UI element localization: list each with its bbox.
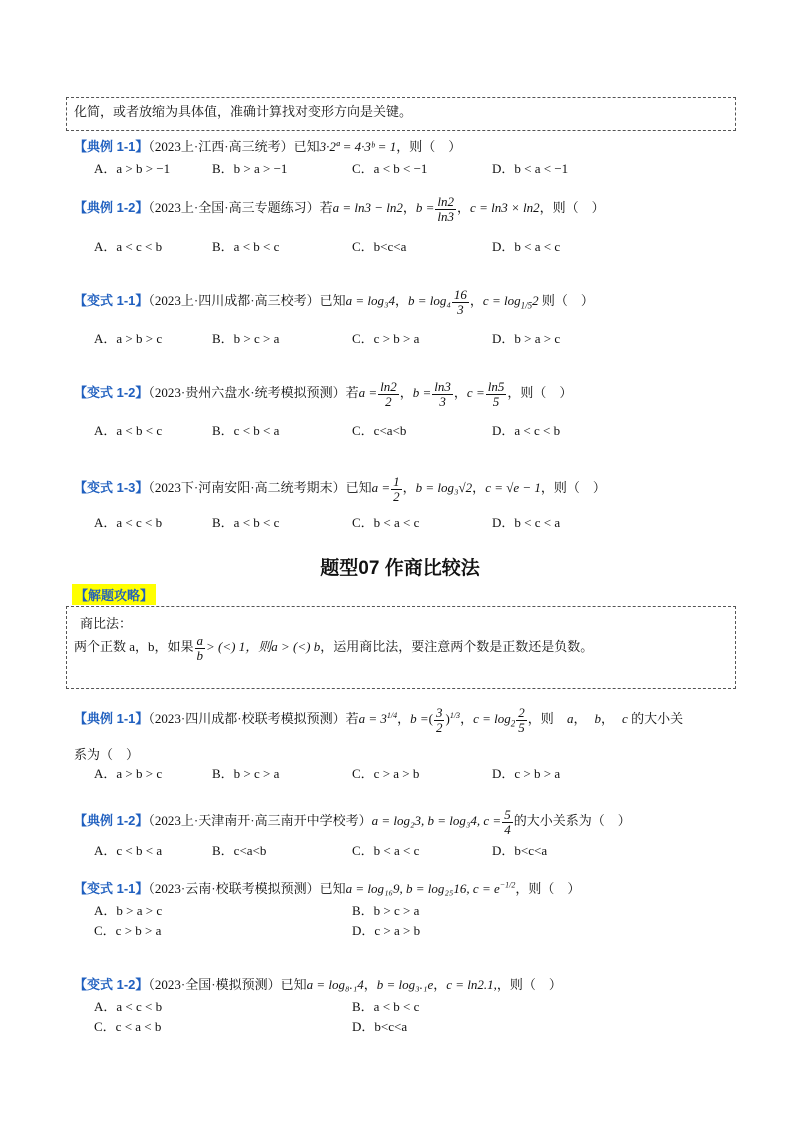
option-a[interactable]: A．a > b > c [94,331,163,346]
option-c[interactable]: C．b<c<a [352,239,407,254]
option-b[interactable]: B．c < b < a [212,423,280,438]
question-source: （2023·全国·模拟预测）已知 [148,977,307,992]
strategy-concl: a > (<) b [271,639,321,655]
var-c: c [622,711,628,727]
option-c[interactable]: C．b < a < c [352,843,420,858]
top-box-text: 化简，或者放缩为具体值，准确计算找对变形方向是关键。 [74,104,413,119]
question-tail: ，则（ ） [396,139,462,154]
option-a[interactable]: A．b > a > c [94,903,163,918]
option-d[interactable]: D．c > a > b [352,923,421,938]
question-tag: 【变式 1-1】 [74,881,149,896]
question-source: （2023·云南·校联考模拟预测）已知 [148,881,346,896]
question-li-1-2-b [74,808,631,836]
cond-a-exp: 1/4 [386,710,398,720]
option-a[interactable]: A．a < b < c [94,423,163,438]
option-d[interactable]: D．b<c<a [352,1019,408,1034]
option-d[interactable]: D．b > a > c [492,331,561,346]
cond-a-frac: $\frac{\ln 2}{2}$ [380,379,397,409]
question-tail: ，则（ ） [496,977,562,992]
question-source: （2023上·四川成都·高三校考）已知 [148,293,346,309]
strategy-body-prefix: 两个正数 a，b，如果 [74,639,194,655]
cond-c-frac: $\frac{\ln 5}{5}$ [487,379,505,409]
question-bian-1-1-a: 【变式 1-1】（2023上·四川成都·高三校考）已知a = log₃4，b = log₄ $\frac{16}{3}$ ，$c = \log_{1/5}2$ 则（ ） [74,287,594,317]
section-title: 题型07 作商比较法 [320,558,480,579]
question-li-1-2-a: 【典例 1-2】（2023上·全国·高三专题练习）若a = ln3 − ln2，b = $\frac{\ln 2}{\ln 3}$ ，c = ln3 × ln2，则（ ） [74,194,605,224]
cond-b-frac: $\frac{3}{2}$ [435,705,443,735]
cond-c-tail: 2 [532,293,539,309]
question-tail: ，则（ ） [540,480,606,496]
strategy-label: 【解题攻略】 [72,584,156,605]
question-source: （2023·贵州六盘水·统考模拟预测）若 [148,385,359,401]
strategy-body [74,634,593,662]
option-d[interactable]: D．c > b > a [492,766,561,781]
question-bian-1-2-b: 【变式 1-2】（2023·全国·模拟预测）已知a = log₈.₁4，b = log₃.₁e，c = ln2.1,，则（ ） [74,977,562,992]
question-tag: 【典例 1-1】 [74,711,149,727]
question-source: （2023上·天津南开·高三南开中学校考） [148,813,372,829]
cond-b: b = log₃√2 [415,480,473,496]
cond-c: c = ln2.1, [446,977,497,992]
cond-c-sub: 1/5 [520,300,533,311]
cond-c-sub: 2 [510,718,516,729]
option-b[interactable]: B．a < b < c [212,515,280,530]
option-c[interactable]: C．b < a < c [352,515,420,530]
option-d[interactable]: D．b < c < a [492,515,561,530]
cond-b: b = log₃.₁e [376,977,434,992]
cond-a: a = log₈.₁4 [306,977,364,992]
option-a[interactable]: A．a < c < b [94,999,163,1014]
cond-b-frac: $\frac{16}{3}$ [453,287,467,317]
question-tag: 【变式 1-1】 [74,293,149,309]
cond-a: a = log₃4 [345,293,395,309]
var-b: b [594,711,602,727]
option-c[interactable]: C．c > a > b [352,766,420,781]
option-d[interactable]: D．a < c < b [492,423,561,438]
cond-c-frac: $\frac{5}{4}$ [504,807,511,837]
strategy-body-suffix: ，运用商比法，要注意两个数是正数还是负数。 [320,639,594,655]
question-tag: 【变式 1-2】 [74,385,149,401]
question-li-1-1-b: 【典例 1-1】（2023·四川成都·校联考模拟预测）若$a = 3^{1/4}$，b =( $\frac{3}{2}$ )$^{1/3}$，$c = \log_2$ $\frac{2}{5}$ ，则 a， b， c 的大小关 [74,705,684,735]
option-c[interactable]: C．c > b > a [352,331,420,346]
cond-c: c = log [473,711,511,727]
question-tail: 则（ ） [541,293,594,309]
question-tag: 【典例 1-2】 [74,813,149,829]
question-li-1-1-b-line2: 系为（ ） [74,747,140,762]
cond-c-frac: $\frac{2}{5}$ [518,705,525,735]
cond-a: a = 3 [358,711,387,727]
question-bian-1-3: 【变式 1-3】（2023下·河南安阳·高二统考期末）已知a = $\frac{1}{2}$ ，b = log₃√2，c = √e − 1，则（ ） [74,474,606,504]
cond-exp: −1/2 [499,880,516,890]
option-b[interactable]: B．b > c > a [212,766,280,781]
question-source: （2023·四川成都·校联考模拟预测）若 [148,711,359,727]
question-tail: ，则（ ） [515,881,581,896]
cond-b: b = log₄ [408,293,451,309]
question-tail: ，则（ ） [507,385,573,401]
question-tag: 【典例 1-1】 [74,139,149,154]
option-c[interactable]: C．c < a < b [94,1019,162,1034]
option-b[interactable]: B．b > c > a [352,903,420,918]
question-bian-1-1-b [74,878,580,897]
option-c[interactable]: C．c > b > a [94,923,162,938]
question-tag: 【变式 1-3】 [74,480,149,496]
strategy-cond: > (<) 1，则 [206,639,272,655]
question-tail-1: ，则 [527,711,554,727]
option-b[interactable]: B．b > c > a [212,331,280,346]
option-a[interactable]: A．c < b < a [94,843,163,858]
option-c[interactable]: C．c<a<b [352,423,407,438]
cond-c: c = log [482,293,521,309]
option-b[interactable]: B．c<a<b [212,843,267,858]
cond-b-exp: 1/3 [449,710,461,720]
question-source: （2023上·江西·高三统考）已知 [148,139,320,154]
cond-a: a = ln3 − ln2 [332,200,403,216]
question-tag: 【变式 1-2】 [74,977,149,992]
strategy-frac: $\frac{a}{b}$ [196,633,204,663]
option-b[interactable]: B．b > a > −1 [212,161,288,176]
question-tail-2: 的大小关 [631,711,684,727]
cond-c: c = √e − 1 [485,480,541,496]
var-a: a [567,711,574,727]
option-d[interactable]: D．b<c<a [492,843,548,858]
option-c[interactable]: C．a < b < −1 [352,161,428,176]
option-b[interactable]: B．a < b < c [212,239,280,254]
option-b[interactable]: B．a < b < c [352,999,420,1014]
question-tail: ，则（ ） [539,200,605,216]
question-condition: a = log₁₆9, b = log₂₅16, c = e [345,881,500,896]
cond-c: c = ln3 × ln2 [470,200,540,216]
option-a[interactable]: A．a > b > c [94,766,163,781]
cond-b-frac: $\frac{\ln 2}{\ln 3}$ [437,194,455,224]
cond-b-frac: $\frac{\ln 3}{3}$ [434,379,451,409]
cond-b-pre: b = [415,200,435,216]
cond-a-frac: $\frac{1}{2}$ [393,474,400,504]
option-d[interactable]: D．b < a < −1 [492,161,569,176]
option-d[interactable]: D．b < a < c [492,239,561,254]
question-source: （2023上·全国·高三专题练习）若 [148,200,333,216]
question-condition: 3·2ª = 4·3ᵇ = 1 [319,139,397,154]
question-source: （2023下·河南安阳·高二统考期末）已知 [148,480,372,496]
option-a[interactable]: A．a < c < b [94,239,163,254]
question-li-1-1-a [74,136,461,155]
question-condition: a = log₂3, b = log₃4, c = [371,813,502,829]
option-a[interactable]: A．a > b > −1 [94,161,171,176]
option-a[interactable]: A．a < c < b [94,515,163,530]
question-bian-1-2-a: 【变式 1-2】（2023·贵州六盘水·统考模拟预测）若a = $\frac{\ln 2}{2}$ ，b = $\frac{\ln 3}{3}$ ，c = $\frac{\ln 5}{5}$ ，则（ ） [74,379,573,409]
strategy-heading: 商比法： [80,616,133,631]
question-tag: 【典例 1-2】 [74,200,149,216]
question-tail: 的大小关系为（ ） [513,813,631,829]
